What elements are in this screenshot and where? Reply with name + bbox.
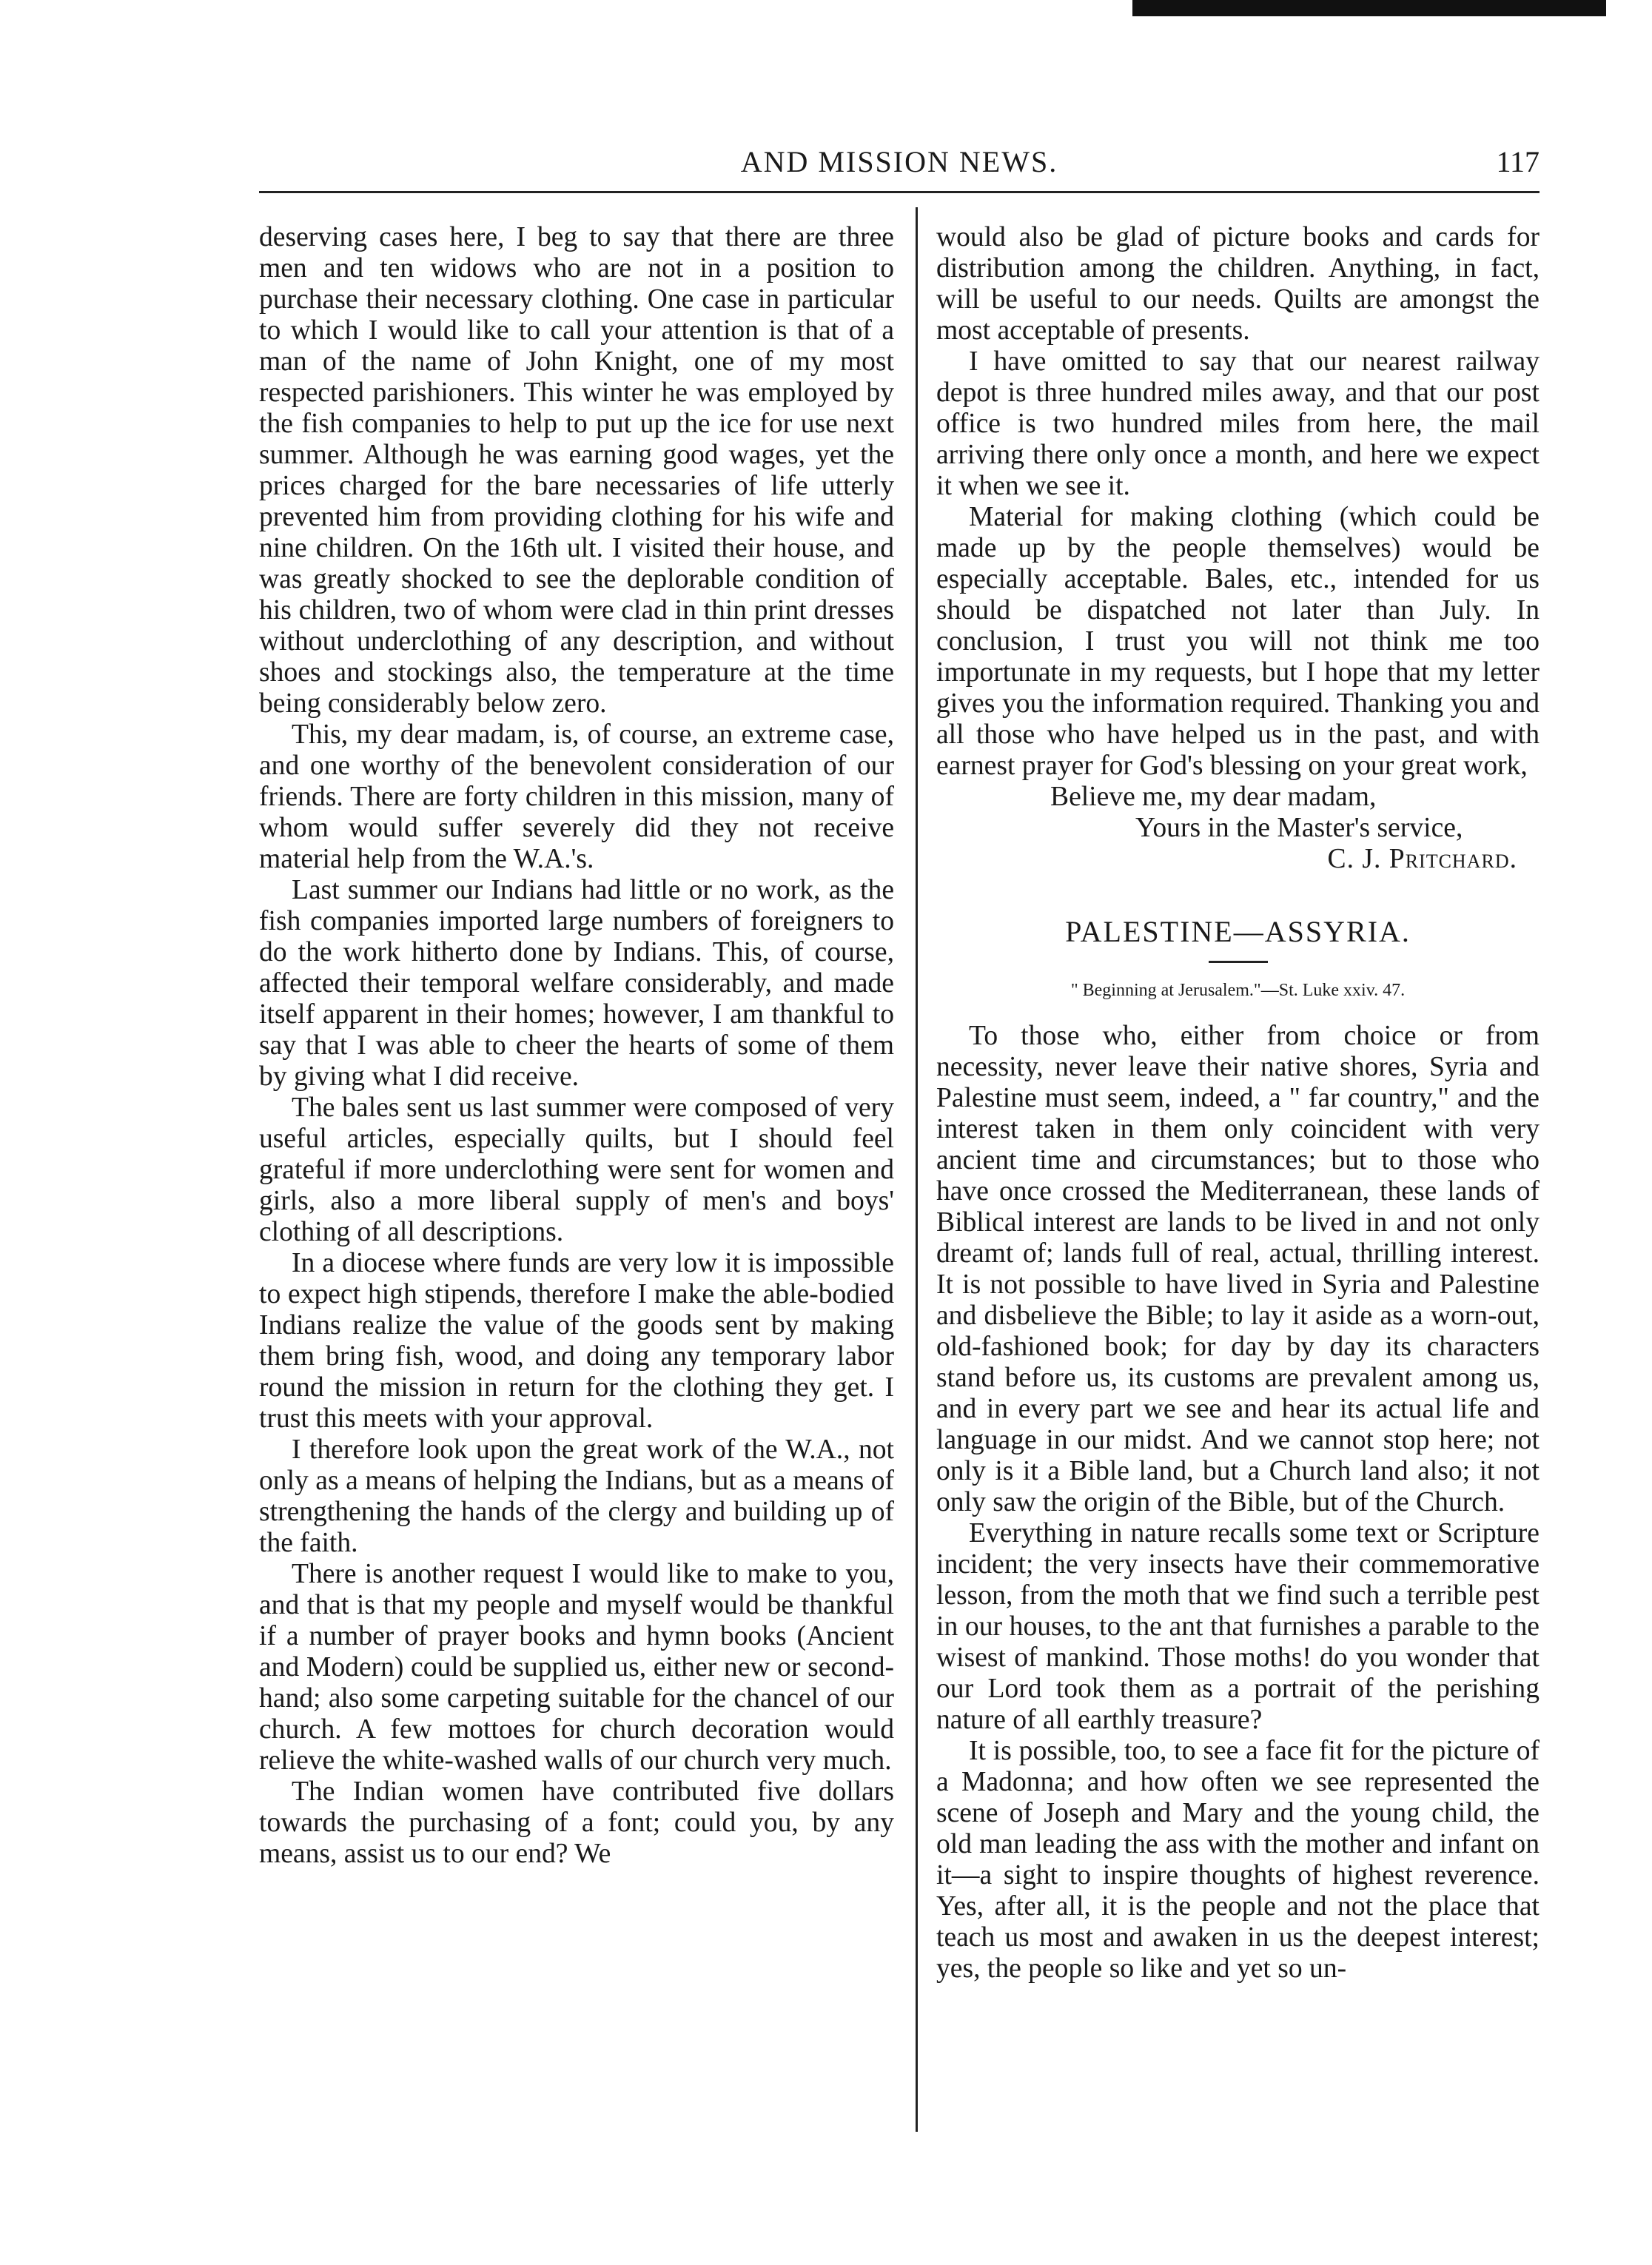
left-column (259, 222, 894, 1870)
column-divider (916, 207, 918, 2132)
paragraph: This, my dear madam, is, of course, an extreme case, and one worthy of the benevolent consideration of our friends. There are forty children in this mission, many of whom would suffer severely did they not receive material help from the W.A.'s. (259, 719, 894, 874)
page-number: 117 (1496, 145, 1539, 178)
paragraph: The bales sent us last summer were composed of very useful articles, especially quilts, but I should feel grateful if more underclothing were sent for women and girls, also a more liberal supply of men's and boys' clothing of all descriptions. (259, 1093, 894, 1247)
paragraph: The Indian women have contributed five dollars towards the purchasing of a font; could you, by any means, assist us to our end? We (259, 1776, 894, 1869)
letter-closing: Believe me, my dear madam, (1050, 782, 1377, 812)
paragraph: In a diocese where funds are very low it is impossible to expect high stipends, therefore I make the able-bodied Indians realize the value of the goods sent by making them bring fish, wood, and doing any temporary labor round the mission in return for the clothing they get. I trust this meets with your approval. (259, 1248, 894, 1434)
paragraph: I have omitted to say that our nearest railway depot is three hundred miles away, and that our post office is two hundred miles from here, the mail arriving there only once a month, and here we expect it when we see it. (936, 346, 1539, 501)
paragraph: Last summer our Indians had little or no work, as the fish companies imported large numbers of foreigners to do the work hitherto done by Indians. This, of course, affected their temporal welfare considerably, and made itself apparent in their homes; however, I am thankful to say that I was able to cheer the hearts of some of them by giving what I did receive. (259, 875, 894, 1092)
paragraph: There is another request I would like to make to you, and that is that my people and myself would be thankful if a number of prayer books and hymn books (Ancient and Modern) could be supplied us, either new or second-hand; also some carpeting suitable for the chancel of our church. A few mottoes for church decoration would relieve the white-washed walls of our church very much. (259, 1559, 894, 1776)
running-header (259, 144, 1539, 189)
epigraph: " Beginning at Jerusalem."—St. Luke xxiv. 47. (1070, 981, 1406, 1000)
section-title: PALESTINE—ASSYRIA. (1065, 915, 1411, 948)
paragraph: I therefore look upon the great work of the W.A., not only as a means of helping the Indians, but as a means of strengthening the hands of the clergy and building up of the faith. (259, 1434, 894, 1558)
paragraph: Material for making clothing (which could be made up by the people themselves) would be especially acceptable. Bales, etc., intended for us should be dispatched not later than July. In conclusion, I trust you will not think me too importunate in my requests, but I hope that my letter gives you the information required. Thanking you and all those who have helped us in the past, and with earnest prayer for God's blessing on your great work, (936, 502, 1539, 781)
paragraph: Everything in nature recalls some text or Scripture incident; the very insects have their commemorative lesson, from the moth that we find such a terrible pest in our houses, to the ant that furnishes a parable to the wisest of mankind. Those moths! do you wonder that our Lord took them as a portrait of the perishing nature of all earthly treasure? (936, 1518, 1539, 1735)
section-rule (1209, 961, 1268, 963)
header-rule (259, 191, 1539, 193)
paragraph: deserving cases here, I beg to say that there are three men and ten widows who are not in a position to purchase their necessary clothing. One case in particular to which I would like to call your attention is that of a man of the name of John Knight, one of my most respected parishioners. This winter he was employed by the fish companies to help to put up the ice for use next summer. Although he was earning good wages, yet the prices charged for the bare necessaries of life utterly prevented him from providing clothing for his wife and nine children. On the 16th ult. I visited their house, and was greatly shocked to see the deplorable condition of his children, two of whom were clad in thin print dresses without underclothing of any description, and without shoes and stockings also, the temperature at the time being considerably below zero. (259, 222, 894, 719)
signature: C. J. Pritchard. (1327, 844, 1517, 874)
letter-closing: Yours in the Master's service, (1135, 813, 1463, 843)
paragraph: To those who, either from choice or from necessity, never leave their native shores, Syria and Palestine must seem, indeed, a " far country," and the interest taken in them only coincident with very ancient time and circumstances; but to those who have once crossed the Mediterranean, these lands of Biblical interest are lands to be lived in and not only dreamt of; lands full of real, actual, thrilling interest. It is not possible to have lived in Syria and Palestine and disbelieve the Bible; to lay it aside as a worn-out, old-fashioned book; for day by day its characters stand before us, its customs are prevalent among us, and in every part we see and hear its actual life and language in our midst. And we cannot stop here; not only is it a Bible land, but a Church land also; it not only saw the origin of the Bible, but of the Church. (936, 1021, 1539, 1517)
paragraph: It is possible, too, to see a face fit for the picture of a Madonna; and how often we see represented the scene of Joseph and Mary and the young child, the old man leading the ass with the mother and infant on it—a sight to inspire thoughts of highest reverence. Yes, after all, it is the people and not the place that teach us most and awaken in us the deepest interest; yes, the people so like and yet so un- (936, 1736, 1539, 1984)
right-column (936, 222, 1539, 1984)
running-title: AND MISSION NEWS. (740, 145, 1058, 178)
top-edge-bar (1132, 0, 1606, 16)
paragraph: would also be glad of picture books and cards for distribution among the children. Anything, in fact, will be useful to our needs. Quilts are amongst the most acceptable of presents. (936, 222, 1539, 346)
